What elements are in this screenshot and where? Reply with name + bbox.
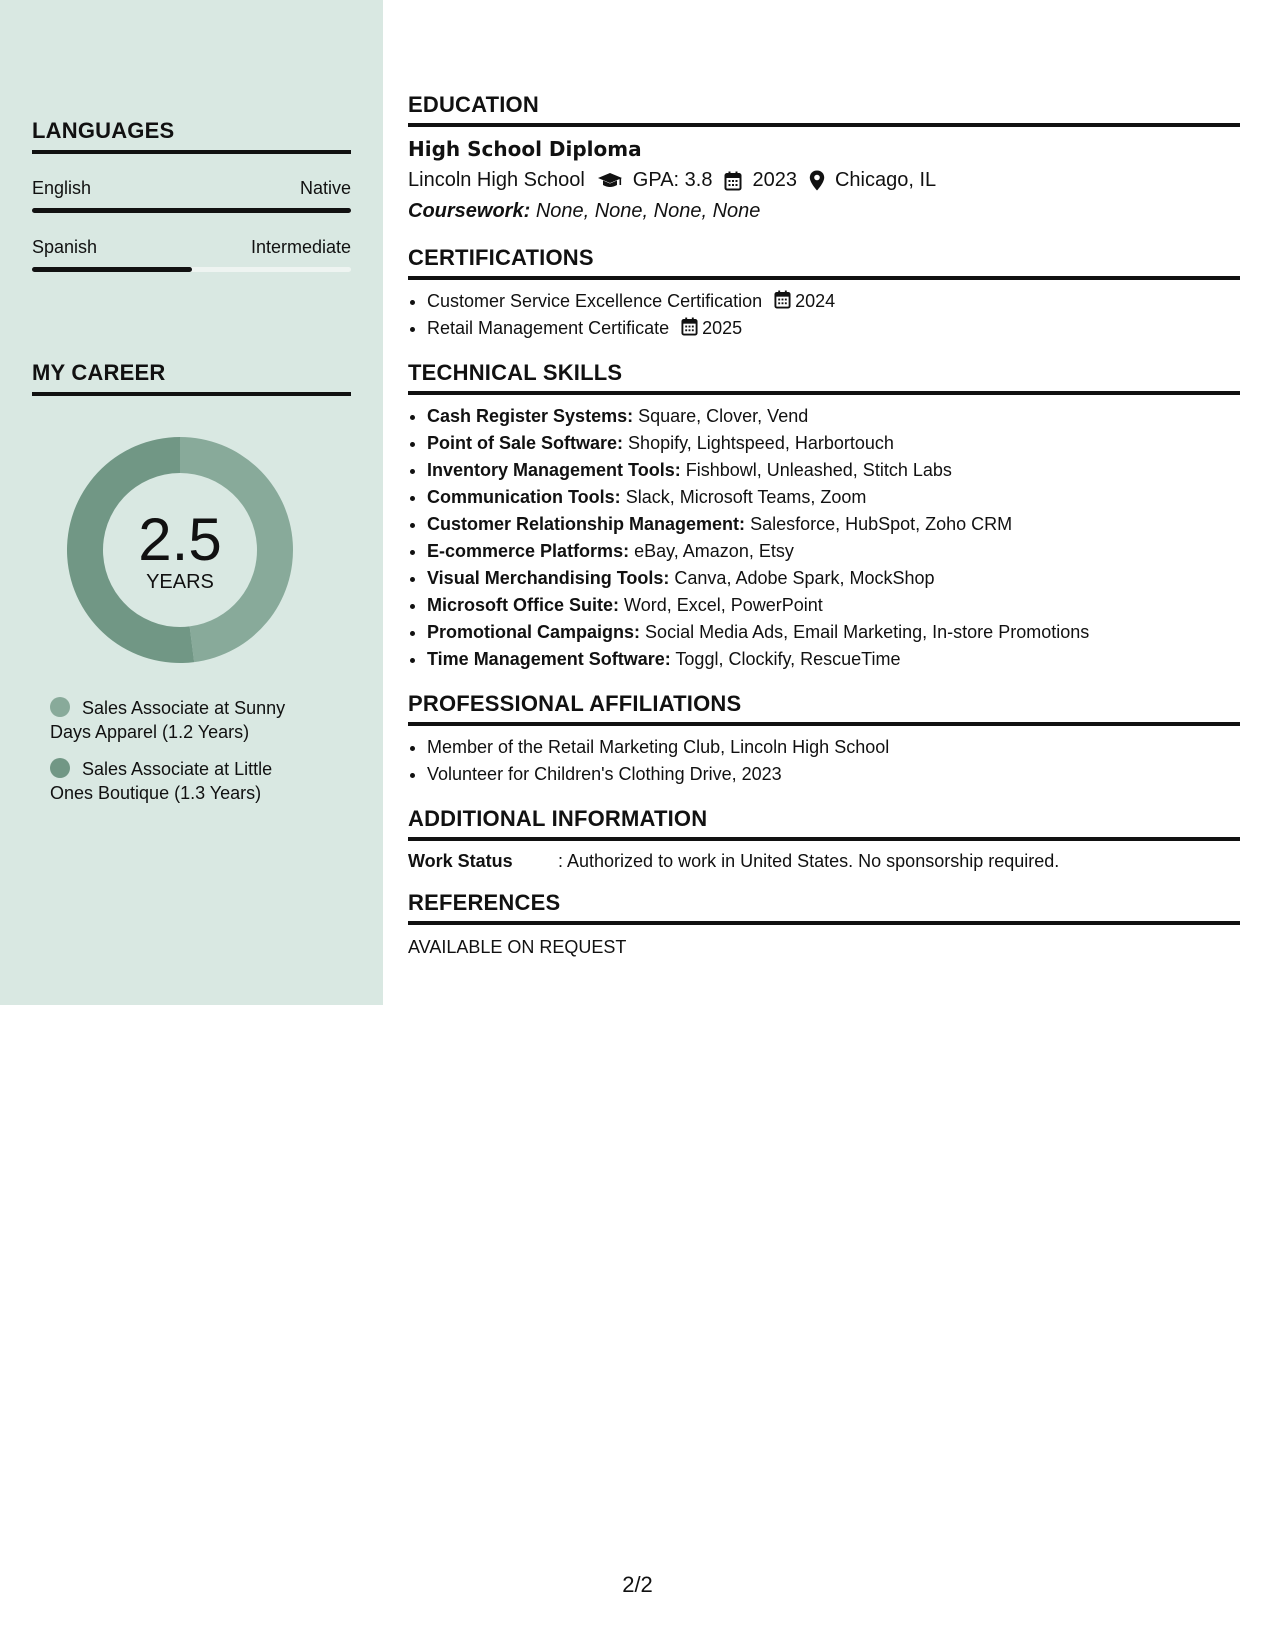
skill-label: Inventory Management Tools: — [427, 460, 681, 480]
languages-section — [32, 118, 351, 272]
career-color-dot — [50, 758, 70, 778]
location-pin-icon — [809, 170, 825, 191]
school-location: Chicago, IL — [834, 169, 937, 191]
coursework — [408, 200, 1240, 223]
skills-list — [408, 403, 1240, 673]
skill-value: Slack, Microsoft Teams, Zoom — [625, 487, 867, 507]
skill-item — [427, 592, 1240, 619]
affiliations-heading: PROFESSIONAL AFFILIATIONS — [408, 691, 1240, 726]
certifications-heading: CERTIFICATIONS — [408, 245, 1240, 280]
skill-value: Social Media Ads, Email Marketing, In-store Promotions — [645, 622, 1090, 642]
skill-value: Word, Excel, PowerPoint — [624, 595, 823, 615]
certification-name: Customer Service Excellence Certification — [427, 291, 763, 311]
career-unit: YEARS — [146, 571, 214, 593]
calendar-icon — [724, 171, 742, 191]
skill-label: Communication Tools: — [427, 487, 621, 507]
skill-item — [427, 565, 1240, 592]
skills-heading: TECHNICAL SKILLS — [408, 360, 1240, 395]
skill-item — [427, 403, 1240, 430]
skill-item — [427, 430, 1240, 457]
languages-list — [32, 178, 351, 272]
coursework-label: Coursework: — [408, 200, 531, 222]
education-section — [408, 92, 1240, 223]
career-total: 2.5 — [138, 506, 222, 573]
skill-label: Visual Merchandising Tools: — [427, 568, 670, 588]
education-details — [408, 169, 1240, 192]
certification-item — [427, 288, 1240, 315]
skill-label: Promotional Campaigns: — [427, 622, 641, 642]
certification-year: 2024 — [795, 291, 836, 311]
skill-item — [427, 457, 1240, 484]
calendar-icon — [774, 290, 791, 309]
language-proficiency-bar — [32, 208, 351, 213]
skill-label: E-commerce Platforms: — [427, 541, 630, 561]
skill-label: Customer Relationship Management: — [427, 514, 746, 534]
skill-value: Salesforce, HubSpot, Zoho CRM — [750, 514, 1013, 534]
skill-item — [427, 538, 1240, 565]
coursework-value: None, None, None, None — [535, 200, 761, 222]
skill-item — [427, 484, 1240, 511]
skill-value: Fishbowl, Unleashed, Stitch Labs — [685, 460, 952, 480]
affiliation-item: • Volunteer for Children's Clothing Drive, 2023 — [427, 761, 1240, 788]
skill-value: Canva, Adobe Spark, MockShop — [674, 568, 935, 588]
language-row — [32, 178, 351, 199]
skill-value: Shopify, Lightspeed, Harbortouch — [628, 433, 894, 453]
skill-label: Microsoft Office Suite: — [427, 595, 620, 615]
language-level: Intermediate — [250, 237, 351, 257]
affiliation-item: • Member of the Retail Marketing Club, Lincoln High School — [427, 734, 1240, 761]
graduation-cap-icon — [597, 172, 623, 190]
language-name: Spanish — [32, 237, 98, 257]
gpa: GPA: 3.8 — [632, 169, 713, 191]
skill-item — [427, 511, 1240, 538]
work-status-row — [408, 851, 1240, 872]
language-proficiency-bar — [32, 267, 351, 272]
page-number: 2/2 — [622, 1572, 653, 1597]
language-level: Native — [299, 178, 351, 198]
language-proficiency-fill — [32, 208, 351, 213]
additional-heading: ADDITIONAL INFORMATION — [408, 806, 1240, 841]
career-item — [50, 757, 320, 805]
calendar-icon — [681, 317, 698, 336]
skill-value: Toggl, Clockify, RescueTime — [675, 649, 901, 669]
languages-heading: LANGUAGES — [32, 118, 351, 154]
certification-item — [427, 315, 1240, 342]
degree: High School Diploma — [408, 137, 642, 161]
skill-item — [427, 646, 1240, 673]
work-status-label: Work Status — [408, 851, 513, 871]
career-section — [32, 360, 351, 396]
certifications-section — [408, 245, 1240, 342]
language-row — [32, 237, 351, 258]
skill-label: Point of Sale Software: — [427, 433, 624, 453]
career-item-label: Sales Associate at Little Ones Boutique (1.3 Years) — [50, 759, 273, 803]
references-heading: REFERENCES — [408, 890, 1240, 925]
certifications-list — [408, 288, 1240, 342]
skills-section — [408, 360, 1240, 673]
sidebar — [0, 0, 383, 1005]
skill-value: eBay, Amazon, Etsy — [634, 541, 794, 561]
main-content — [408, 92, 1240, 958]
language-name: English — [32, 178, 92, 198]
language-proficiency-fill — [32, 267, 192, 272]
references-section — [408, 890, 1240, 958]
graduation-year: 2023 — [752, 169, 797, 191]
skill-label: Cash Register Systems: — [427, 406, 634, 426]
skill-item — [427, 619, 1240, 646]
school-name: Lincoln High School — [408, 169, 585, 191]
career-color-dot — [50, 697, 70, 717]
additional-section — [408, 806, 1240, 872]
education-heading: EDUCATION — [408, 92, 1240, 127]
skill-value: Square, Clover, Vend — [638, 406, 809, 426]
career-donut-chart — [65, 435, 295, 665]
career-item-label: Sales Associate at Sunny Days Apparel (1.2 Years) — [50, 698, 286, 742]
affiliations-list — [408, 734, 1240, 788]
career-heading: MY CAREER — [32, 360, 351, 396]
career-legend — [50, 696, 320, 818]
affiliations-section — [408, 691, 1240, 788]
certification-year: 2025 — [702, 318, 743, 338]
references-text: AVAILABLE ON REQUEST — [408, 937, 627, 957]
skill-label: Time Management Software: — [427, 649, 671, 669]
career-item — [50, 696, 320, 744]
work-status-value: : Authorized to work in United States. No sponsorship required. — [558, 851, 1060, 871]
certification-name: Retail Management Certificate — [427, 318, 670, 338]
